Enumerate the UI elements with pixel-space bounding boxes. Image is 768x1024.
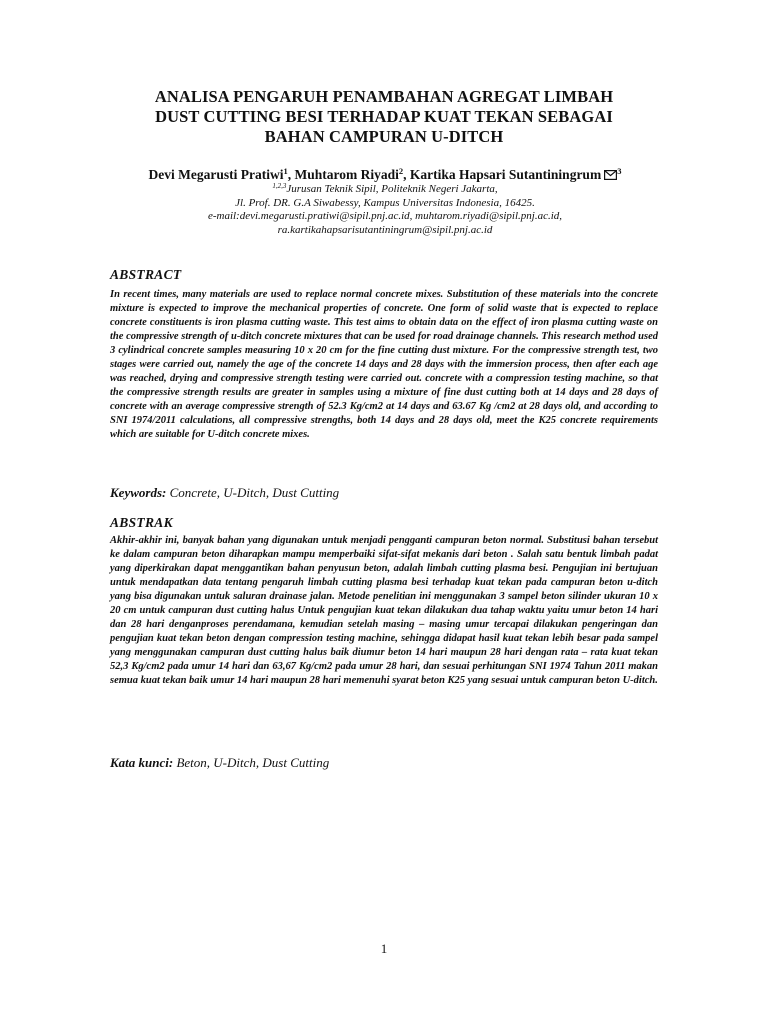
keywords-line (110, 485, 339, 501)
affiliation-email: e-mail:devi.megarusti.pratiwi@sipil.pnj.ac.id, muhtarom.riyadi@sipil.pnj.ac.id, (207, 210, 563, 223)
title-line: DUST CUTTING BESI TERHADAP KUAT TEKAN SEBAGAI (155, 107, 613, 126)
abstract-text: In recent times, many materials are used to replace normal concrete mixes. Substitution of these materials into the concrete mixture is expected to improve the mechanical properties of concrete. One form of solid waste that is expected to replace concrete constituents is iron plasma cutting waste. This test aims to obtain data on the effect of iron plasma cutting waste on the compressive strength of u-ditch concrete mixtures that can be used for road drainage channels. This research method used 3 cylindrical concrete samples measuring 10 x 20 cm for the fine cutting dust mixture. For the compressive strength test, two stages were carried out, namely the age of the concrete 14 days and 28 days with the immersion process, then after each age was reached, drying and compressive strength testing were carried out. concrete with a compression testing machine, so that the compressive strength results are greater in samples using a mixture of fine dust cutting both at 14 days and 28 days of concrete with an average compressive strength of 52.3 Kg/cm2 at 14 days and 63.67 Kg /cm2 at 28 days old, and according to SNI 1974/2011 calculations, all compressive strengths, both 14 days and 28 days old, meet the K25 concrete requirements which are suitable for U-ditch concrete mixes. (110, 289, 658, 440)
affiliation-department (60, 180, 710, 197)
title-line: ANALISA PENGARUH PENAMBAHAN AGREGAT LIMBAH (154, 87, 614, 106)
author-sup: 2 (398, 166, 404, 176)
paper-title (108, 87, 660, 147)
title-line: BAHAN CAMPURAN U-DITCH (264, 127, 504, 146)
page-number: 1 (380, 941, 388, 956)
kata-kunci-text: Beton, U-Ditch, Dust Cutting (173, 755, 330, 770)
keywords-label: Keywords: (110, 485, 167, 500)
author-name: Kartika Hapsari Sutantiningrum (409, 167, 602, 182)
kata-kunci-label: Kata kunci: (110, 755, 174, 770)
abstrak-text: Akhir-akhir ini, banyak bahan yang digunakan untuk menjadi pengganti campuran beton normal. Substitusi bahan tersebut ke dalam campuran beton diharapkan mampu memperbaiki sifat-sifat mekanis dari beton . Salah satu bentuk limbah padat yang diperkirakan dapat menggantikan bahan penyusun beton, adalah limbah cutting plasma besi. Pengujian ini bertujuan untuk mendapatkan data tentang pengaruh limbah cutting plasma besi terhadap kuat tekan pada campuran beton u-ditch yang bisa digunakan untuk saluran drainase jalan. Metode penelitian ini menggunakan 3 sampel beton silinder ukuran 10 x 20 cm untuk campuran dust cutting halus Untuk pengujian kuat tekan dilakukan dua tahap waktu yaitu umur beton 14 hari dan 28 hari denganproses perendamana, kemudian setelah masing – masing umur tercapai dilakukan pengeringan dan pengujian kuat tekan beton dengan compression testing machine, sehingga didapat hasil kuat tekan lebih besar pada sampel yang menggunakan campuran dust cutting halus baik diumur beton 14 hari maupun 28 hari dengan rata – rata kuat tekan 52,3 Kg/cm2 pada umur 14 hari dan 63,67 Kg/cm2 pada umur 28 hari, dan sesuai perhitungan SNI 1974 Tahun 2011 makan semua kuat tekan baik umur 14 hari maupun 28 hari memenuhi syarat beton K25 yang sesuai untuk campuran beton U-ditch. (110, 535, 658, 686)
affiliation-block (60, 180, 710, 237)
author-name: Devi Megarusti Pratiwi (148, 167, 284, 182)
author-sep: , (287, 167, 295, 182)
author-sup: 3 (617, 166, 622, 176)
keywords-text: Concrete, U-Ditch, Dust Cutting (166, 485, 340, 500)
author-sep: , (403, 167, 410, 182)
department-text: Jurusan Teknik Sipil, Politeknik Negeri Jakarta, (286, 183, 498, 195)
affiliation-address: Jl. Prof. DR. G.A Siwabessy, Kampus Universitas Indonesia, 16425. (235, 196, 535, 209)
abstrak-heading: ABSTRAK (110, 515, 173, 530)
abstract-heading: ABSTRACT (110, 267, 182, 282)
author-sup: 1 (283, 166, 288, 176)
affiliation-email: ra.kartikahapsarisutantiningrum@sipil.pnj.ac.id (277, 223, 493, 236)
author-name: Muhtarom Riyadi (294, 167, 399, 182)
affiliation-sup: 1,2,3 (272, 182, 287, 190)
kata-kunci-line (110, 755, 329, 771)
